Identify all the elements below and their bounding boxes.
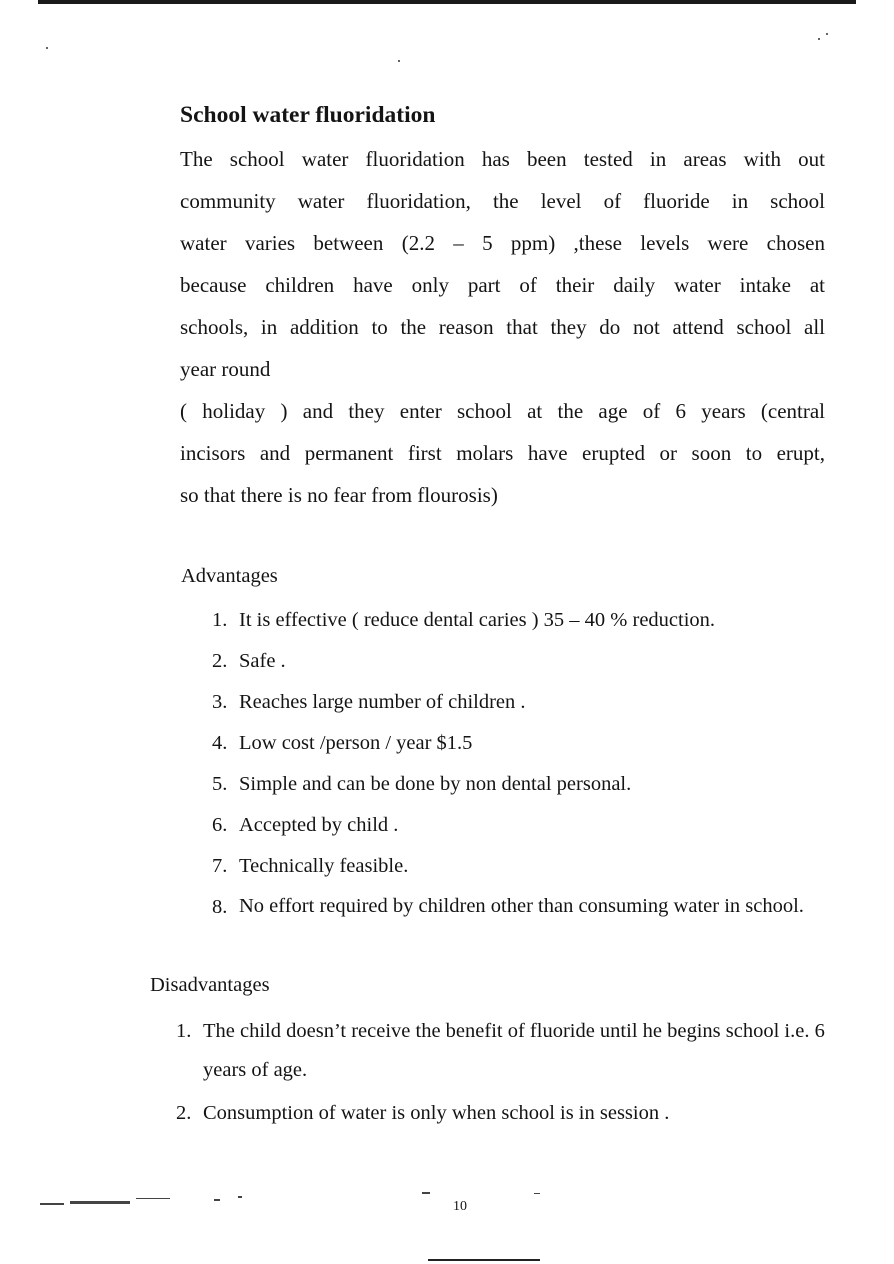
paragraph-line: year round [180,357,271,381]
scan-mark [422,1192,430,1194]
item-text: Reaches large number of children . [239,691,526,713]
item-number: 7. [212,855,228,877]
paragraph-line: so that there is no fear from flourosis) [180,483,498,507]
scan-mark [534,1193,540,1194]
advantages-heading: Advantages [181,565,278,587]
item-text: Consumption of water is only when school is in session . [203,1102,670,1124]
item-text: Accepted by child . [239,814,399,836]
item-text: Simple and can be done by non dental personal. [239,773,632,795]
paragraph-line: ( holiday ) and they enter school at the age of 6 years (central [180,399,825,423]
item-text: Safe . [239,650,286,672]
list-item [176,1012,826,1090]
list-item [212,641,824,682]
list-item [176,1094,826,1133]
intro-paragraph [180,138,825,516]
bottom-edge-line [428,1259,540,1261]
paragraph-line: because children have only part of their daily water intake at [180,273,825,297]
list-item [212,764,824,805]
paragraph-line: incisors and permanent first molars have erupted or soon to erupt, [180,441,825,465]
list-item [212,600,824,641]
advantages-list [212,600,824,928]
paragraph-line: The school water fluoridation has been tested in areas with out [180,147,825,171]
item-number: 8. [212,896,228,918]
item-number: 1. [212,609,228,631]
item-text: Low cost /person / year $1.5 [239,732,473,754]
paragraph-line: water varies between (2.2 – 5 ppm) ,these levels were chosen [180,231,825,255]
list-item [212,723,824,764]
item-number: 4. [212,732,228,754]
item-number: 1. [176,1020,192,1042]
disadvantages-heading: Disadvantages [150,974,270,996]
item-number: 3. [212,691,228,713]
list-item [212,846,824,887]
item-number: 6. [212,814,228,836]
paragraph-line: community water fluoridation, the level of fluoride in school [180,189,825,213]
disadvantages-list [176,1012,826,1137]
item-text: No effort required by children other than consuming water in school. [239,895,804,917]
item-number: 2. [212,650,228,672]
top-border-line [38,0,856,4]
list-item [212,682,824,723]
item-text: The child doesn’t receive the benefit of fluoride until he begins school i.e. 6 years of age. [203,1020,825,1081]
scan-speck [46,47,48,49]
list-item [212,887,824,928]
list-item [212,805,824,846]
scan-speck [826,33,828,35]
section-title: School water fluoridation [180,102,436,128]
item-text: Technically feasible. [239,855,409,877]
item-text: It is effective ( reduce dental caries ) 35 – 40 % reduction. [239,609,716,631]
paragraph-line: schools, in addition to the reason that they do not attend school all [180,315,825,339]
scan-speck [398,60,400,62]
page-number: 10 [453,1199,467,1214]
item-number: 5. [212,773,228,795]
item-number: 2. [176,1102,192,1124]
scan-speck [818,38,820,40]
